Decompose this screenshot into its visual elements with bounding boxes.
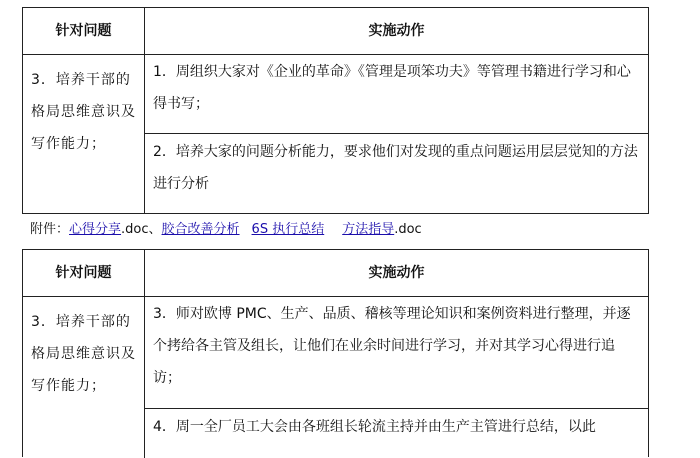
action-row: 2．培养大家的问题分析能力，要求他们对发现的重点问题运用层层觉知的方法进行分析 [153,144,638,192]
action-row: 1．周组织大家对《企业的革命》《管理是项笨功夫》等管理书籍进行学习和心得书写； [145,54,648,134]
attachment-suffix: .doc、 [121,222,162,237]
header-action: 实施动作 [368,23,425,39]
attachment-link[interactable]: 心得分享 [69,222,122,237]
header-issue: 针对问题 [23,250,145,296]
attachment-link[interactable]: 6S 执行总结 [251,222,325,237]
table-header [23,8,648,55]
action-table-2 [22,249,649,457]
attachment-link[interactable]: 胶合改善分析 [161,222,240,237]
attachment-suffix: .doc [394,222,422,237]
action-row: 4．周一全厂员工大会由各班组长轮流主持并由生产主管进行总结，以此 [153,419,596,435]
action-row: 3．师对欧博 PMC、生产、品质、稽核等理论知识和案例资料进行整理，并逐个拷给各主管及组长，让他们在业余时间进行学习，并对其学习心得进行追访； [145,296,648,409]
header-action: 实施动作 [368,265,425,281]
attachments-line [30,221,422,239]
header-issue: 针对问题 [23,8,145,54]
attachment-link[interactable]: 方法指导 [342,222,395,237]
action-table-1 [22,7,649,214]
table-header [23,250,648,297]
issue-cell: 3．培养干部的格局思维意识及写作能力； [23,296,145,458]
attachments-prefix: 附件： [30,222,70,237]
issue-cell: 3．培养干部的格局思维意识及写作能力； [23,54,145,213]
